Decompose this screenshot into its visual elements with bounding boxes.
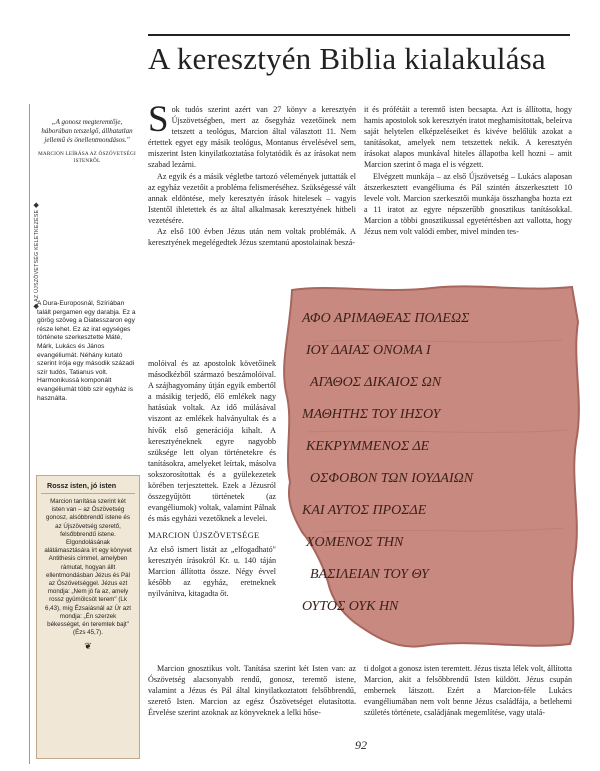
- papyrus-text-line: ΜΑΘΗΤΗΣ ΤΟΥ ΙΗΣΟΥ: [302, 407, 441, 422]
- papyrus-text-line: ΧΟΜΕΝΟΣ ΤΗΝ: [306, 535, 404, 550]
- sidebar-box-title: Rossz isten, jó isten: [41, 476, 135, 494]
- sidebar-box: [36, 475, 140, 759]
- papyrus-text-line: ΑΓΑΘΟΣ ΔΙΚΑΙΟΣ ΩΝ: [310, 375, 442, 390]
- diamond-icon: ◆: [33, 303, 40, 309]
- paragraph: Az egyik és a másik végletbe tartozó vélemények juttatták el az egyház vezetőit a probléma felismeréséhez. Szükségessé vált annak eldöntése, mely keresztyén írások hitelesek – vagyis Istentől ihletettek és az által alkalmasak keresztyének hitbeli vezetésére.: [148, 171, 356, 225]
- page-title: A keresztyén Biblia kialakulása: [148, 41, 546, 76]
- paragraph: Marcion gnosztikus volt. Tanítása szerint két Isten van: az Ószövetség alacsonyabb rendű, gonosz, teremtő istene, valamint a Jézus és Pál által kinyilatkoztatott felsőbbrendű, szerető Isten. Marcion az egész Ószövetséget elutasította. Érvelése szerint azoknak az könyveknek a lelki hőse-: [148, 664, 356, 718]
- drop-cap: S: [148, 99, 169, 140]
- paragraph: molóival és az apostolok követőinek másodkézből származó beszámolóival. A szájhagyomány útján egyik embertől a másikig terjedő, élő emlékek nagy hatásúak voltak. Az idő múlásával viszont az emlékek halványultak és a hívők első generációja kihalt. A keresztyéneknek egyre nagyobb szüksége lett olyan történetekre és tanításokra, amelyeket leírtak, másolva sokszorosítottak és a gyülekezetek körében terjesztettek. Ezek a Jézusról összegyűjtött történetek (az evangéliumok) voltak, valamint Pálnak és más egyházi vezetőknek a levelei.: [148, 359, 276, 524]
- running-section-label: ◆ AZ ÚJSZÖVETSÉG KELETKEZÉSE ◆: [33, 202, 40, 309]
- paragraph: it és prófétáit a teremtő isten becsapta. Azt is állította, hogy hamis apostolok sok keresztyén iratot meghamisítottak, beleírva saját helytelen elképzeléseiket és kivéve belőlük azokat a tanításokat, amelyek nem tetszettek nekik. A keresztyén írásokat alapos munkával hiteles állapotba kell hozni – amit Marcion szerint ő maga el is végzett.: [364, 105, 572, 170]
- papyrus-text-line: ΟΣΦΟΒΟΝ ΤΩΝ ΙΟΥΔΑΙΩΝ: [310, 471, 474, 486]
- quote-source: MARCION LEÍRÁSA AZ ÓSZÖVETSÉGI ISTENRŐL: [38, 151, 136, 164]
- title-rule: [148, 34, 570, 36]
- section-subheading: MARCION ÚJSZÖVETSÉGE: [148, 530, 260, 541]
- papyrus-text-line: ΚΑΙ ΑΥΤΟΣ ΠΡΟΣΔΕ: [302, 503, 427, 518]
- papyrus-shape: [284, 286, 579, 646]
- column-right-bottom: [364, 663, 572, 718]
- paragraph: Az első 100 évben Jézus után nem voltak problémák. A keresztyének megelégedtek Jézus szemtanú apostolainak beszá-: [148, 227, 356, 248]
- paragraph: Elvégzett munkája – az első Újszövetség – Lukács alaposan átszerkesztett evangéliuma és Pál szintén átszerkesztett 10 levele volt. Marcion szerkesztői munkája összhangba hozta ezt a 11 iratot az egyre népszerűbb gnosztikus tanításokkal. Marcion a többi gnosztikussal egyetértésben azt vallotta, hogy Jézus nem volt valódi ember, mivel minden tes-: [364, 171, 572, 237]
- column-left-narrow: [148, 358, 276, 599]
- side-rule: [29, 104, 30, 764]
- papyrus-text-line: ΚΕΚΡΥΜΜΕΝΟΣ ΔΕ: [306, 439, 430, 454]
- column-right-top: [364, 104, 572, 237]
- sidebar-box-text: Marcion tanítása szerint két isten van – az Ószövetség gonosz, alsóbbrendű istene és az Újszövetség szerető, felsőbbrendű istene. Elgondolásának alátámasztására írt egy könyvet Antithesis címmel, amelyben rámutat, hogyan állt ellentmondásban Jézus és Pál az Ószövetséggel. Jézus ezt mondja: „Nem jó fa az, amely rossz gyümölcsöt terem" (Lk 6,43), míg Ézsaiásnál az Úr azt mondja: „Én szerzek békességet, én teremtek bajt" (Ézs 45,7).: [44, 498, 132, 637]
- papyrus-fragment-image: [272, 282, 588, 652]
- paragraph: Az első ismert listát az „elfogadható" keresztyén írásokról Kr. u. 140 táján Marcion állította össze. Négy évvel később az egyház, eretneknek nyilvánítva, kitagadta őt.: [148, 544, 276, 598]
- papyrus-text-line: ΒΑΣΙΛΕΙΑΝ ΤΟΥ ΘΥ: [310, 567, 429, 582]
- column-left-bottom: [148, 663, 356, 718]
- page-number: 92: [355, 738, 367, 752]
- diamond-icon: ◆: [33, 202, 40, 208]
- quote-text: „A gonosz megteremtője, háborúban tetszelgő, állhatatlan jellemű és önellentmondásos.": [41, 118, 133, 144]
- paragraph: ti dolgot a gonosz isten teremtett. Jézus tiszta lélek volt, állította Marcion, akit a felsőbbrendű Isten küldött. Jézus csupán embernek látszott. Ezért a Marcion-féle Lukács evangéliumában nem volt benne Jézus családfája, a betlehemi születés története, családjának megemlítése, vagy utalá-: [364, 664, 572, 718]
- fleuron-icon: ❦: [84, 641, 92, 652]
- pull-quote: [37, 118, 137, 165]
- papyrus-text-line: ΙΟΥ ΔΑΙΑΣ ΟΝΟΜΑ Ι: [306, 343, 431, 358]
- papyrus-text-line: ΑΦΟ ΑΡΙΜΑΘΕΑΣ ΠΟΛΕΩΣ: [302, 311, 470, 326]
- image-caption: A Dura-Europosnál, Szíriában talált pergamen egy darabja. Ez a görög szöveg a Diatesszaron egy része lehet. Ez az irat egységes története szerkesztette Máté, Márk, Lukács és János evangéliumát. Néhány kutató szerint írója egy második századi szír tudós, Tatianus volt. Harmonikussá komponált evangéliumát több szír egyház is használta.: [37, 300, 136, 402]
- papyrus-text-line: ΟΥΤΟΣ ΟΥΚ ΗΝ: [302, 599, 399, 614]
- paragraph: Sok tudós szerint azért van 27 könyv a keresztyén Újszövetségben, mert az ősegyház vezetőinek nem tetszett a teológus, Marcion által választott 11. Nem értettek egyet egy másik teológus, Montanus érvelésével sem, miszerint Isten kinyilatkoztatása folytatódik és az írásokat nem szabad lezárni.: [148, 99, 356, 170]
- column-left-top: [148, 99, 356, 248]
